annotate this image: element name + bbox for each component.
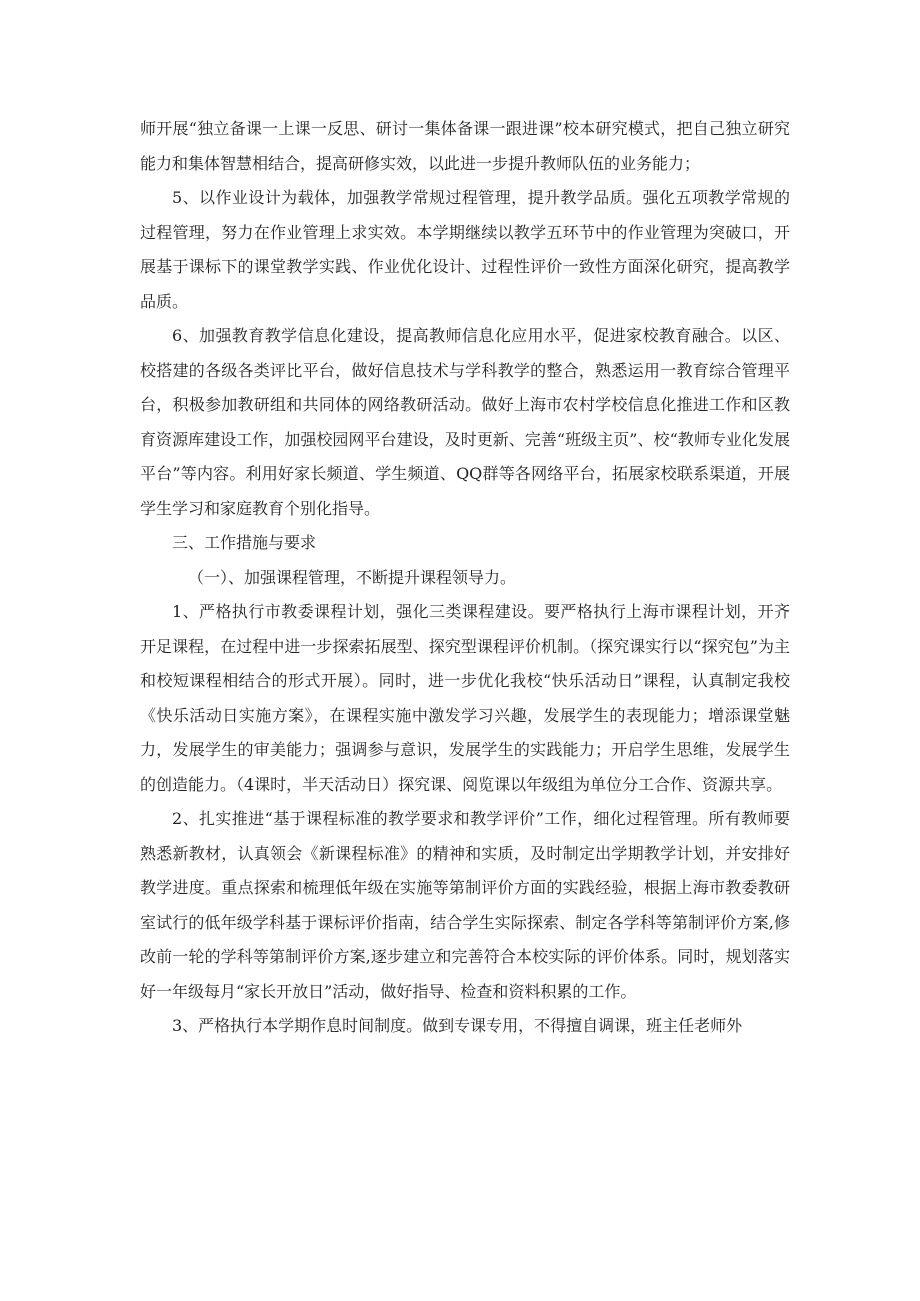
subsection-heading-curriculum-management: （一）、加强课程管理，不断提升课程领导力。 <box>188 567 517 587</box>
paragraph-item-3-schedule: 3、严格执行本学期作息时间制度。做到专课专用，不得擅自调课，班主任老师外 <box>172 1016 743 1035</box>
paragraph-item-1-curriculum-plan: 1、严格执行市教委课程计划，强化三类课程建设。要严格执行上海市课程计划，开齐开足课程，在过程中进一步探索拓展型、探究型课程评价机制。（探究课实行以“探究包”为主和校短课程相结合的形式开展）。同时，进一步优化我校“快乐活动日”课程，认真制定我校《快乐活动日实施方案》，在课程实施中激发学习兴趣，发展学生的表现能力；增添课堂魅力，发展学生的审美能力；强调参与意识，发展学生的实践能力；开启学生思维，发展学生的创造能力。（4课时，半天活动日）探究课、阅览课以年级组为单位分工合作、资源共享。 <box>140 602 790 794</box>
paragraph-item-5-homework-design: 5、以作业设计为载体，加强教学常规过程管理，提升教学品质。强化五项教学常规的过程管理，努力在作业管理上求实效。本学期继续以教学五环节中的作业管理为突破口，开展基于课标下的课堂教学实践、作业优化设计、过程性评价一致性方面深化研究，提高教学品质。 <box>140 188 790 311</box>
paragraph-item-6-informatization: 6、加强教育教学信息化建设，提高教师信息化应用水平，促进家校教育融合。以区、校搭建的各级各类评比平台，做好信息技术与学科教学的整合，熟悉运用一教育综合管理平台，积极参加教研组和共同体的网络教研活动。做好上海市农村学校信息化推进工作和区教育资源库建设工作，加强校园网平台建设，及时更新、完善“班级主页”、校“教师专业化发展平台”等内容。利用好家长频道、学生频道、QQ群等各网络平台，拓展家校联系渠道，开展学生学习和家庭教育个别化指导。 <box>140 326 790 518</box>
paragraph-teacher-research-mode: 师开展“独立备课一上课一反思、研讨一集体备课一跟进课”校本研究模式，把自己独立研究能力和集体智慧相结合，提高研修实效，以此进一步提升教师队伍的业务能力； <box>140 119 790 173</box>
paragraph-item-2-standards-evaluation: 2、扎实推进“基于课程标准的教学要求和教学评价”工作，细化过程管理。所有教师要熟悉新教材，认真领会《新课程标准》的精神和实质，及时制定出学期教学计划，并安排好教学进度。重点探索和梳理低年级在实施等第制评价方面的实践经验，根据上海市教委教研室试行的低年级学科基于课标评价指南，结合学生实际探索、制定各学科等第制评价方案,修改前一轮的学科等第制评价方案,逐步建立和完善符合本校实际的评价体系。同时，规划落实好一年级每月“家长开放日”活动，做好指导、检查和资料积累的工作。 <box>140 809 790 1001</box>
document-body <box>140 112 790 1044</box>
section-heading-measures: 三、工作措施与要求 <box>172 533 317 552</box>
